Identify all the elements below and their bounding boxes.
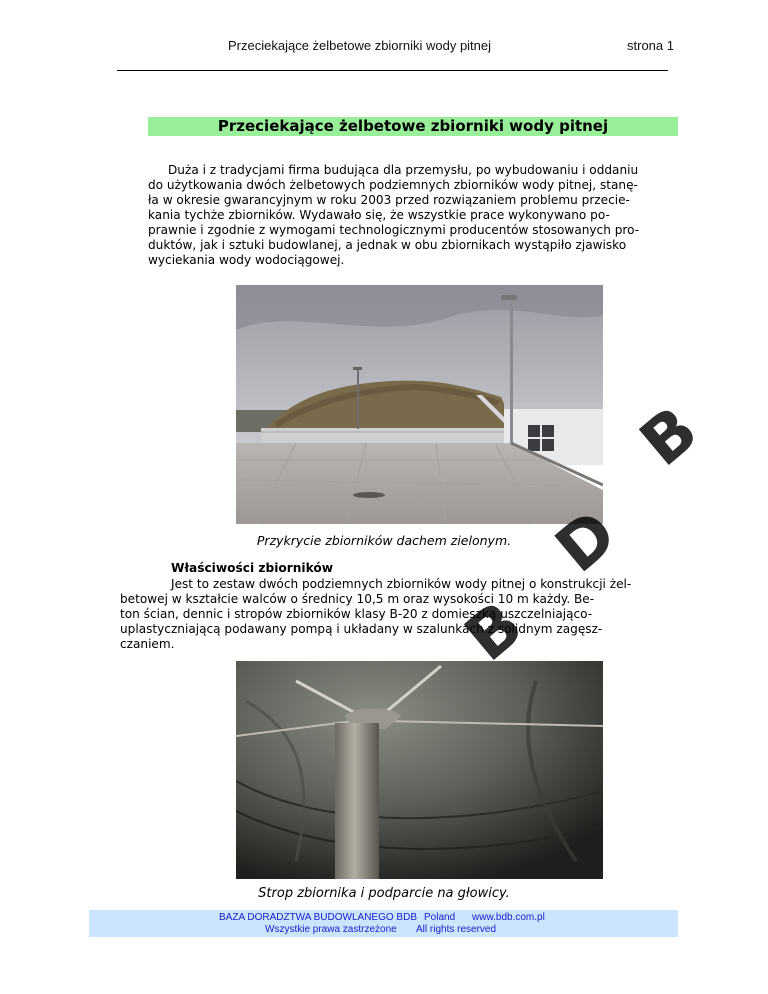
page-number: strona 1 — [627, 38, 674, 53]
intro-line: wyciekania wody wodociągowej. — [148, 253, 345, 267]
intro-line: duktów, jak i sztuki budowlanej, a jednak w obu zbiornikach wystąpiło zjawisko — [148, 238, 627, 252]
footer-rights-en: All rights reserved — [416, 924, 497, 935]
section-line: betowej w kształcie walców o średnicy 10,5 m oraz wysokości 10 m każdy. Be- — [120, 592, 595, 606]
section-heading: Właściwości zbiorników — [171, 561, 334, 575]
footer-rights-pl: Wszystkie prawa zastrzeżone — [265, 924, 397, 935]
running-header-title: Przeciekające żelbetowe zbiorniki wody pitnej — [228, 38, 492, 53]
watermark-letter: B — [626, 392, 712, 482]
intro-line: do użytkowania dwóch żelbetowych podziemnych zbiorników wody pitnej, stanę- — [148, 178, 638, 192]
header-rule — [117, 70, 668, 71]
footer-org: BAZA DORADZTWA BUDOWLANEGO BDB — [219, 912, 417, 923]
photo-green-roof-reservoirs — [236, 285, 603, 524]
intro-line: Duża i z tradycjami firma budująca dla przemysłu, po wybudowaniu i oddaniu — [168, 163, 639, 177]
intro-line: kania tychże zbiorników. Wydawało się, że wszystkie prace wykonywano po- — [148, 208, 610, 222]
footer-bar — [89, 910, 678, 937]
figure1-caption: Przykrycie zbiorników dachem zielonym. — [256, 533, 512, 548]
footer-country: Poland — [424, 912, 456, 923]
intro-line: prawnie i zgodnie z wymogami technologicznymi producentów stosowanych pro- — [148, 223, 640, 237]
section-line: czaniem. — [120, 637, 175, 651]
watermark-letter: D — [542, 496, 631, 588]
intro-line: ła w okresie gwarancyjnym w roku 2003 przed rozwiązaniem problemu przecie- — [148, 193, 630, 207]
figure2-caption: Strop zbiornika i podparcie na głowicy. — [258, 886, 510, 901]
intro-paragraph — [148, 163, 678, 268]
section-line: Jest to zestaw dwóch podziemnych zbiorników wody pitnej o konstrukcji żel- — [171, 577, 632, 591]
section-line: uplastyczniającą podawany pompą i układany w szalunkach z solidnym zagęsz- — [120, 622, 603, 636]
section-paragraph — [120, 577, 678, 652]
photo-reservoir-ceiling-column — [236, 661, 603, 879]
footer-url[interactable]: www.bdb.com.pl — [472, 912, 545, 923]
document-title: Przeciekające żelbetowe zbiorniki wody pitnej — [148, 117, 678, 136]
section-line: ton ścian, dennic i stropów zbiorników klasy B-20 z domieszką uszczelniająco- — [120, 607, 593, 621]
watermark-letter: B — [451, 587, 537, 677]
